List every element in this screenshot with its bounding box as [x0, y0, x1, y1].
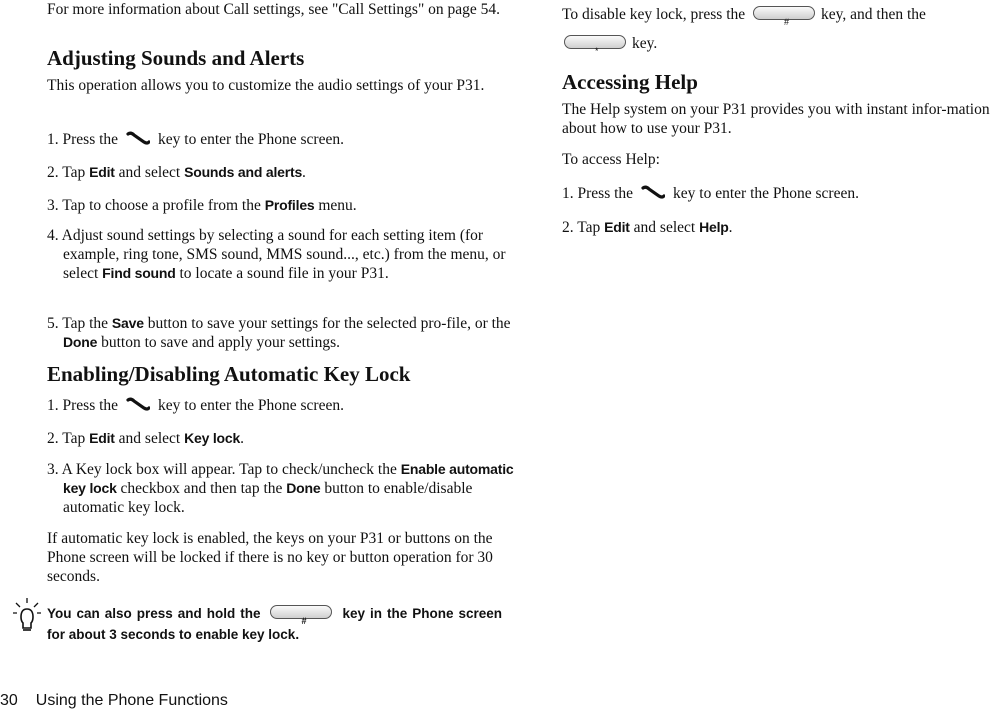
heading-help: Accessing Help	[562, 70, 698, 94]
find-sound-label: Find sound	[102, 265, 176, 281]
phone-key-icon	[641, 185, 665, 204]
disable-keylock-text-2: * key.	[562, 34, 999, 53]
keylock-step-3: 3. A Key lock box will appear. Tap to check/uncheck the Enable automatic key lock checkbox and then tap the Done button to enable/disable automatic key lock.	[47, 461, 514, 516]
sounds-step-2: 2. Tap Edit and select Sounds and alerts.	[47, 164, 306, 181]
done-label: Done	[286, 480, 321, 496]
help-desc: The Help system on your P31 provides you with instant infor-mation about how to use your P31.	[562, 101, 990, 137]
sounds-step-5: 5. Tap the Save button to save your settings for the selected pro-file, or the Done button to save and apply your settings.	[47, 315, 511, 351]
footer-title: Using the Phone Functions	[35, 692, 228, 709]
heading-keylock: Enabling/Disabling Automatic Key Lock	[47, 362, 411, 386]
sounds-desc: This operation allows you to customize the audio settings of your P31.	[47, 77, 485, 94]
sounds-step-4: 4. Adjust sound settings by selecting a sound for each setting item (for example, ring tone, SMS sound, MMS sound..., etc.) from the menu, or select Find sound to locate a sound file in your P31.	[47, 227, 506, 282]
intro-text: For more information about Call settings, see "Call Settings" on page 54.	[47, 1, 501, 18]
hash-key-icon: #	[270, 605, 332, 619]
help-step-2: 2. Tap Edit and select Help.	[562, 219, 733, 236]
disable-keylock-text: To disable key lock, press the # key, and then the	[562, 6, 926, 27]
keylock-step-1: 1. Press the key to enter the Phone screen.	[47, 397, 344, 414]
keylock-note: If automatic key lock is enabled, the keys on your P31 or buttons on the Phone screen will be locked if there is no key or button operation for 30 seconds.	[47, 530, 493, 585]
help-step-1: 1. Press the key to enter the Phone screen.	[562, 185, 859, 202]
profiles-label: Profiles	[264, 197, 315, 213]
edit-menu-label: Edit	[604, 219, 630, 235]
star-key-icon: *	[564, 35, 626, 49]
phone-key-icon	[126, 397, 150, 416]
hash-key-icon: #	[753, 6, 815, 20]
page-footer	[0, 692, 228, 710]
edit-menu-label: Edit	[89, 164, 115, 180]
page-number: 30	[0, 692, 18, 709]
key-lock-label: Key lock	[184, 430, 241, 446]
enable-auto-keylock-label: Enable automatic key lock	[63, 461, 514, 496]
to-access-help: To access Help:	[562, 151, 660, 168]
phone-key-icon	[126, 131, 150, 150]
heading-sounds: Adjusting Sounds and Alerts	[47, 46, 305, 70]
edit-menu-label: Edit	[89, 430, 115, 446]
tip-text: You can also press and hold the # key in the Phone screen for about 3 seconds to enable key lock.	[47, 606, 502, 642]
sounds-alerts-label: Sounds and alerts	[184, 164, 303, 180]
keylock-step-2: 2. Tap Edit and select Key lock.	[47, 430, 244, 447]
lightbulb-tip-icon	[12, 597, 42, 638]
sounds-step-3: 3. Tap to choose a profile from the Profiles menu.	[47, 197, 357, 214]
sounds-step-1: 1. Press the key to enter the Phone screen.	[47, 131, 344, 148]
save-label: Save	[111, 315, 144, 331]
help-label: Help	[699, 219, 729, 235]
done-label: Done	[63, 334, 98, 350]
